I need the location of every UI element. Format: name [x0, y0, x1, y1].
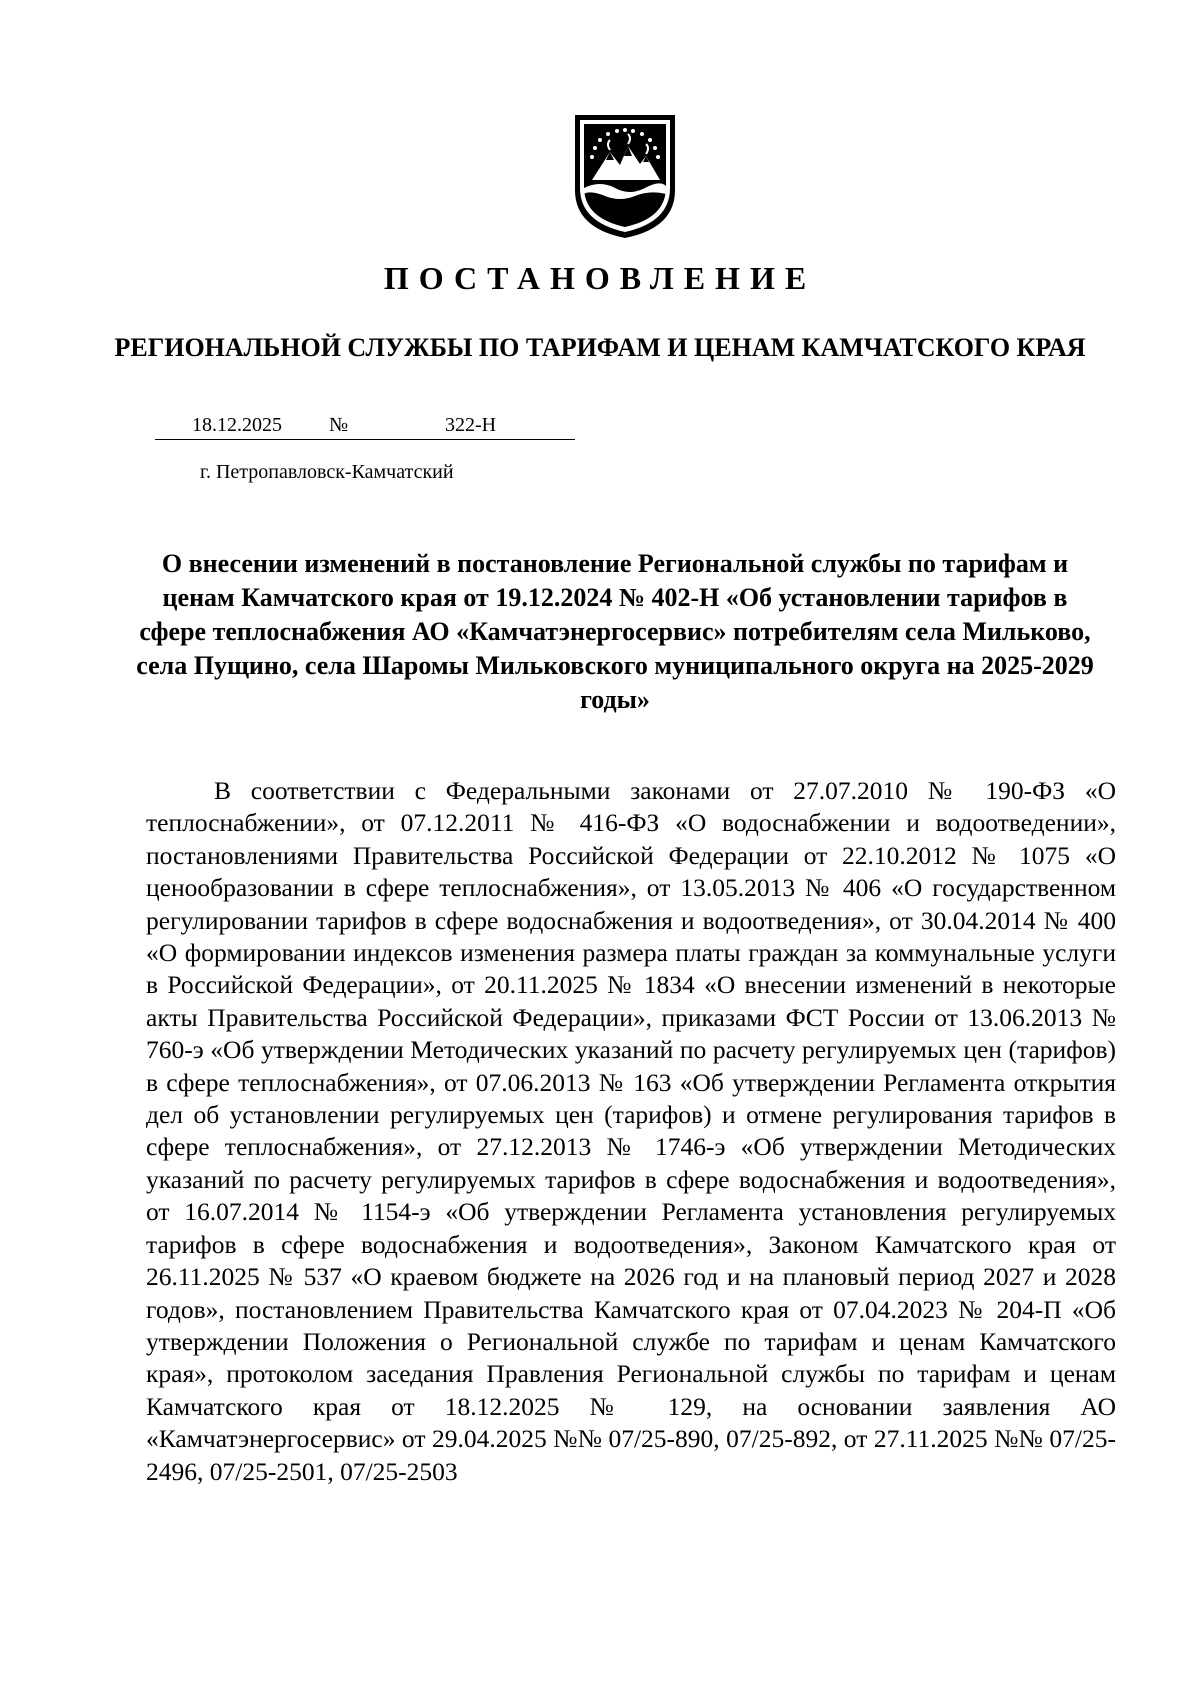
number-sign: № [329, 414, 349, 436]
kamchatka-coat-of-arms-icon [570, 110, 680, 240]
date-number-underline [155, 439, 575, 440]
document-body-paragraph: В соответствии с Федеральными законами от 27.07.2010 № 190-ФЗ «О теплоснабжении», от 07.12.2011 № 416-ФЗ «О водоснабжении и водоотведении», постановлениями Правительства Российской Федерации от 22.10.2012 № 1075 «О ценообразовании в сфере теплоснабжения», от 13.05.2013 № 406 «О государственном регулировании тарифов в сфере водоснабжения и водоотведения», от 30.04.2014 № 400 «О формировании индексов изменения размера платы граждан за коммунальные услуги в Российской Федерации», от 20.11.2025 № 1834 «О внесении изменений в некоторые акты Правительства Российской Федерации», приказами ФСТ России от 13.06.2013 № 760-э «Об утверждении Методических указаний по расчету регулируемых цен (тарифов) в сфере теплоснабжения», от 07.06.2013 № 163 «Об утверждении Регламента открытия дел об установлении регулируемых цен (тарифов) и отмене регулирования тарифов в сфере теплоснабжения», от 27.12.2013 № 1746-э «Об утверждении Методических указаний по расчету регулируемых тарифов в сфере водоснабжения и водоотведения», от 16.07.2014 № 1154-э «Об утверждении Регламента установления регулируемых тарифов в сфере водоснабжения и водоотведения», Законом Камчатского края от 26.11.2025 № 537 «О краевом бюджете на 2026 год и на плановый период 2027 и 2028 годов», постановлением Правительства Камчатского края от 07.04.2023 № 204-П «Об утверждении Положения о Региональной службе по тарифам и ценам Камчатского края», протоколом заседания Правления Региональной службы по тарифам и ценам Камчатского края от 18.12.2025 № 129, на основании заявления АО «Камчатэнергосервис» от 29.04.2025 №№ 07/25-890, 07/25-892, от 27.11.2025 №№ 07/25-2496, 07/25-2501, 07/25-2503 [146, 776, 1116, 1486]
document-number: 322-Н [445, 414, 497, 436]
document-date-number [155, 412, 575, 442]
document-date: 18.12.2025 [192, 414, 282, 436]
page-title: ПОСТАНОВЛЕНИЕ [383, 260, 817, 296]
document-city: г. Петропавловск-Камчатский [200, 461, 454, 483]
document-title: О внесении изменений в постановление Региональной службы по тарифам и ценам Камчатского края от 19.12.2024 № 402-Н «Об установлении тарифов в сфере теплоснабжения АО «Камчатэнергосервис» потребителям села Мильково, села Пущино, села Шаромы Мильковского муниципального округа на 2025-2029 годы» [136, 549, 1094, 714]
organization-name: РЕГИОНАЛЬНОЙ СЛУЖБЫ ПО ТАРИФАМ И ЦЕНАМ КАМЧАТСКОГО КРАЯ [114, 333, 1086, 362]
